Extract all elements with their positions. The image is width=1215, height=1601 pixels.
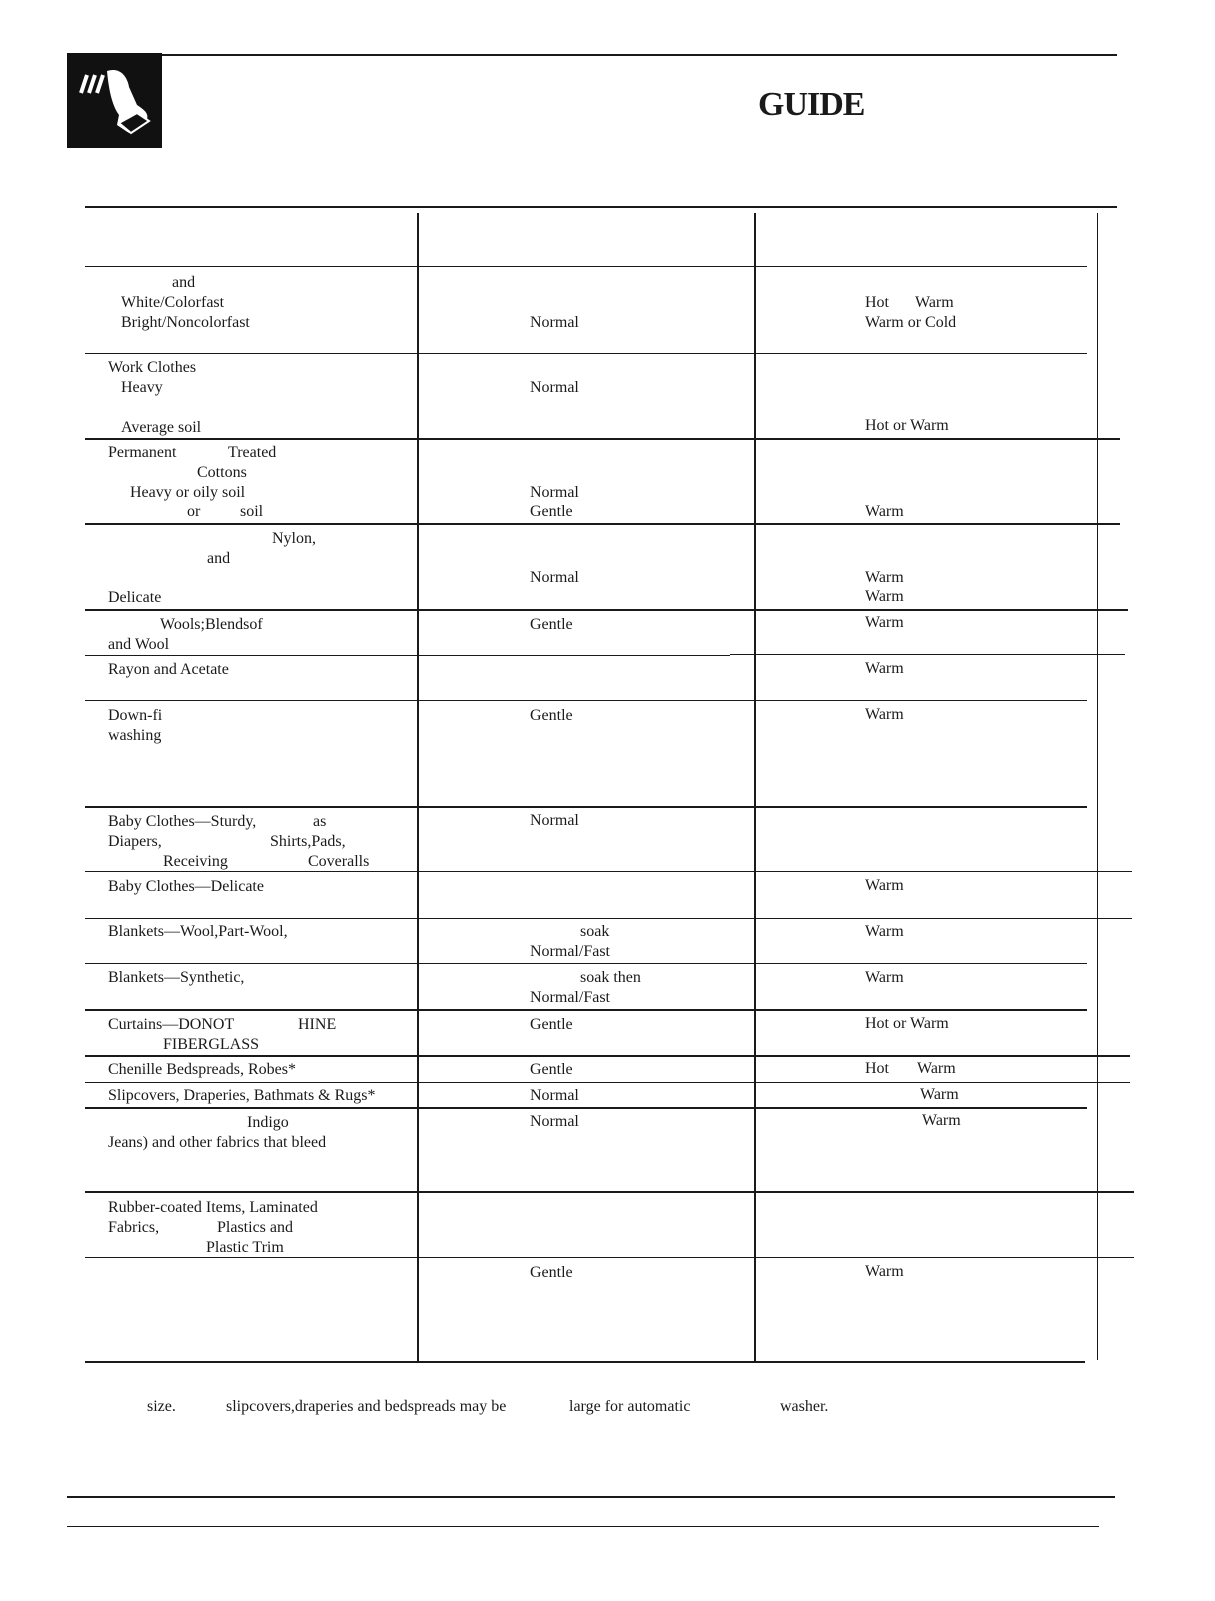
fabric-text: FIBERGLASS	[163, 1036, 260, 1053]
temp-text: Hot	[865, 1060, 889, 1077]
fabric-text: Heavy	[121, 379, 163, 396]
header-rule	[162, 54, 1117, 56]
fabric-text: Shirts,Pads,	[270, 833, 346, 850]
fabric-text: Baby Clothes—Delicate	[108, 878, 264, 895]
cycle-text: Gentle	[530, 1061, 573, 1078]
cycle-text: Normal	[530, 314, 579, 331]
fabric-text: Cottons	[197, 464, 247, 481]
temp-text: Warm	[865, 614, 904, 631]
cycle-text: Normal/Fast	[530, 989, 610, 1006]
fabric-text: Permanent	[108, 444, 177, 461]
cycle-text: Gentle	[530, 616, 573, 633]
fabric-text: Plastic Trim	[206, 1239, 284, 1256]
temp-text: Warm	[920, 1086, 959, 1103]
temp-text: Warm	[865, 877, 904, 894]
fabric-text: White/Colorfast	[121, 294, 225, 311]
fabric-text: Treated	[228, 444, 277, 461]
footnote-text: slipcovers,draperies and bedspreads may be	[226, 1398, 507, 1415]
temp-text: Hot or Warm	[865, 1015, 949, 1032]
bottom-rule	[67, 1496, 1115, 1498]
temp-text: Warm	[865, 588, 904, 605]
temp-text: Warm	[865, 569, 904, 586]
cycle-text: Normal	[530, 484, 579, 501]
cycle-text: soak then	[580, 969, 641, 986]
fabric-text: Chenille Bedspreads, Robes*	[108, 1061, 296, 1078]
temp-text: Warm	[865, 923, 904, 940]
fabric-text: washing	[108, 727, 162, 744]
temp-text: Warm	[865, 503, 904, 520]
fabric-text: Baby Clothes—Sturdy,	[108, 813, 257, 830]
fabric-text: Curtains—DONOT	[108, 1016, 235, 1033]
fabric-text: Delicate	[108, 589, 162, 606]
footnote-text: washer.	[780, 1398, 829, 1415]
fabric-text: Rubber-coated Items, Laminated	[108, 1199, 318, 1216]
temp-text: Warm	[865, 706, 904, 723]
fabric-text: Jeans) and other fabrics that bleed	[108, 1134, 327, 1151]
fabric-text: and Wool	[108, 636, 170, 653]
fabric-text: HINE	[298, 1016, 337, 1033]
fabric-text: Coveralls	[308, 853, 370, 870]
cycle-text: soak	[580, 923, 610, 940]
temp-text: Warm	[922, 1112, 961, 1129]
fabric-text: as	[313, 813, 327, 830]
fabric-text: Blankets—Wool,Part-Wool,	[108, 923, 288, 940]
fabric-text: Work Clothes	[108, 359, 197, 376]
temp-text: Hot or Warm	[865, 417, 949, 434]
temp-text: Warm	[917, 1060, 956, 1077]
fabric-text: Diapers,	[108, 833, 162, 850]
fabric-text: and	[172, 274, 196, 291]
fabric-text: or	[187, 503, 201, 520]
temp-text: Warm	[865, 1263, 904, 1280]
temp-text: Warm or Cold	[865, 314, 957, 331]
footnote-text: large for automatic	[569, 1398, 691, 1415]
cycle-text: Gentle	[530, 707, 573, 724]
fabric-text: Plastics and	[217, 1219, 293, 1236]
cycle-text: Normal	[530, 569, 579, 586]
fabric-text: Receiving	[163, 853, 228, 870]
fabric-text: Blankets—Synthetic,	[108, 969, 245, 986]
temp-text: Warm	[865, 660, 904, 677]
cycle-text: Normal	[530, 812, 579, 829]
cycle-text: Normal	[530, 379, 579, 396]
cycle-text: Gentle	[530, 1264, 573, 1281]
cycle-text: Normal/Fast	[530, 943, 610, 960]
fabric-text: Wools;Blendsof	[160, 616, 263, 633]
fabric-text: Bright/Noncolorfast	[121, 314, 250, 331]
temp-text: Warm	[915, 294, 954, 311]
fabric-text: soil	[240, 503, 264, 520]
cycle-text: Gentle	[530, 503, 573, 520]
page-title: GUIDE	[758, 86, 865, 123]
fabric-text: Rayon and Acetate	[108, 661, 229, 678]
footnote-text: size.	[147, 1398, 176, 1415]
fabric-text: Fabrics,	[108, 1219, 160, 1236]
fabric-text: Nylon,	[272, 530, 316, 547]
fabric-text: Heavy or oily soil	[130, 484, 246, 501]
fabric-text: Slipcovers, Draperies, Bathmats & Rugs*	[108, 1087, 376, 1104]
cycle-text: Normal	[530, 1087, 579, 1104]
fabric-text: and	[207, 550, 231, 567]
fabric-text: Indigo	[247, 1114, 289, 1131]
temp-text: Hot	[865, 294, 889, 311]
cycle-text: Gentle	[530, 1016, 573, 1033]
cycle-text: Normal	[530, 1113, 579, 1130]
fabric-text: Average soil	[121, 419, 202, 436]
temp-text: Warm	[865, 969, 904, 986]
fabric-text: Down-fi	[108, 707, 163, 724]
hand-pressing-button-icon	[67, 53, 162, 148]
bottom-rule-thin	[67, 1526, 1099, 1527]
